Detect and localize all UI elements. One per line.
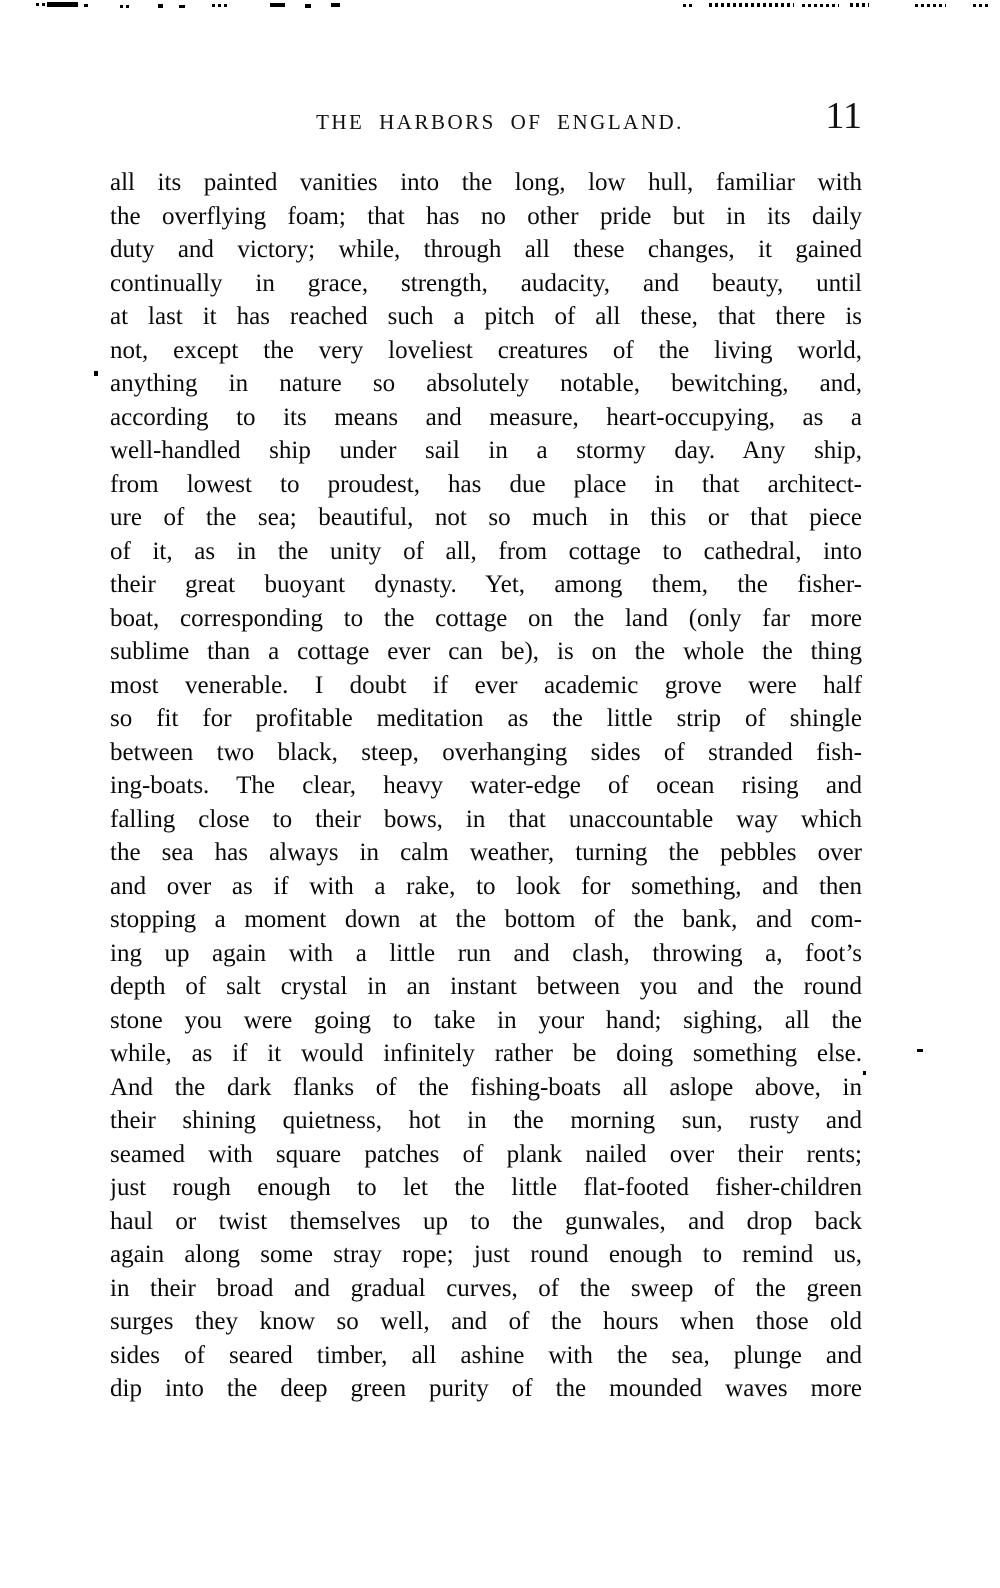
text-line: boat, corresponding to the cottage on the land (only far more [110, 604, 862, 632]
scan-artifact [863, 1071, 866, 1075]
text-line: anything in nature so absolutely notable, bewitching, and, [110, 370, 862, 397]
page-number: 11 [825, 95, 862, 137]
text-line: haul or twist themselves up to the gunwales, and drop back [110, 1207, 862, 1235]
text-line: all its painted vanities into the long, low hull, familiar with [110, 169, 862, 196]
scan-artifact [802, 4, 839, 7]
text-line: duty and victory; while, through all these changes, it gained [110, 236, 862, 263]
text-line: the sea has always in calm weather, turning the pebbles over [110, 839, 862, 866]
scan-artifact [179, 5, 185, 8]
text-line: seamed with square patches of plank nailed over their rents; [110, 1140, 862, 1168]
text-line: between two black, steep, overhanging sides of stranded fish- [110, 738, 862, 766]
text-line: most venerable. I doubt if ever academic grove were half [110, 671, 862, 699]
scan-artifact [158, 4, 163, 8]
running-title: THE HARBORS OF ENGLAND. [316, 110, 684, 134]
text-line: their great buoyant dynasty. Yet, among them, the fisher- [110, 571, 862, 598]
scan-artifact [36, 3, 46, 6]
text-line: dip into the deep green purity of the mounded waves more [110, 1375, 862, 1402]
scan-artifact [917, 1049, 923, 1052]
text-line: And the dark flanks of the fishing-boats all aslope above, in [110, 1073, 862, 1101]
text-line: surges they know so well, and of the hours when those old [110, 1308, 862, 1335]
scan-artifact [270, 3, 285, 7]
scan-artifact [94, 371, 98, 376]
scan-artifact [331, 3, 340, 7]
text-line: in their broad and gradual curves, of the sweep of the green [110, 1274, 862, 1302]
text-line: ing-boats. The clear, heavy water-edge of ocean rising and [110, 772, 862, 799]
text-line: just rough enough to let the little flat-footed fisher-children [110, 1174, 862, 1201]
scan-artifact [850, 3, 869, 7]
text-line: so fit for profitable meditation as the little strip of shingle [110, 705, 862, 732]
scan-artifact [305, 4, 311, 8]
text-line: of it, as in the unity of all, from cottage to cathedral, into [110, 537, 862, 565]
text-line: the overflying foam; that has no other pride but in its daily [110, 202, 862, 230]
text-line: from lowest to proudest, has due place in that architect- [110, 470, 862, 498]
text-line: ure of the sea; beautiful, not so much in this or that piece [110, 504, 862, 531]
text-line: sides of seared timber, all ashine with the sea, plunge and [110, 1341, 862, 1369]
text-line: sublime than a cottage ever can be), is on the whole the thing [110, 638, 862, 665]
text-line: stopping a moment down at the bottom of the bank, and com- [110, 906, 862, 933]
text-line: their shining quietness, hot in the morning sun, rusty and [110, 1107, 862, 1134]
text-line: well-handled ship under sail in a stormy day. Any ship, [110, 437, 862, 464]
scan-artifact [84, 4, 88, 7]
scan-artifact [212, 4, 229, 7]
text-line: ing up again with a little run and clash, throwing a, foot’s [110, 939, 862, 967]
scan-artifact [915, 4, 946, 7]
text-line: falling close to their bows, in that unaccountable way which [110, 805, 862, 833]
scan-artifact [47, 2, 78, 7]
text-line: depth of salt crystal in an instant between you and the round [110, 973, 862, 1000]
scan-artifact [120, 5, 132, 8]
text-line: at last it has reached such a pitch of all these, that there is [110, 303, 862, 330]
scan-artifact [973, 4, 988, 7]
text-line: continually in grace, strength, audacity, and beauty, until [110, 269, 862, 297]
text-line: stone you were going to take in your hand; sighing, all the [110, 1006, 862, 1034]
text-line: not, except the very loveliest creatures of the living world, [110, 336, 862, 364]
scan-artifact [709, 3, 794, 7]
page-body [110, 166, 862, 1406]
text-line: and over as if with a rake, to look for something, and then [110, 872, 862, 900]
text-line: again along some stray rope; just round enough to remind us, [110, 1241, 862, 1268]
text-line: while, as if it would infinitely rather be doing something else. [110, 1040, 862, 1067]
text-line: according to its means and measure, heart-occupying, as a [110, 403, 862, 431]
scan-artifact [683, 4, 695, 7]
